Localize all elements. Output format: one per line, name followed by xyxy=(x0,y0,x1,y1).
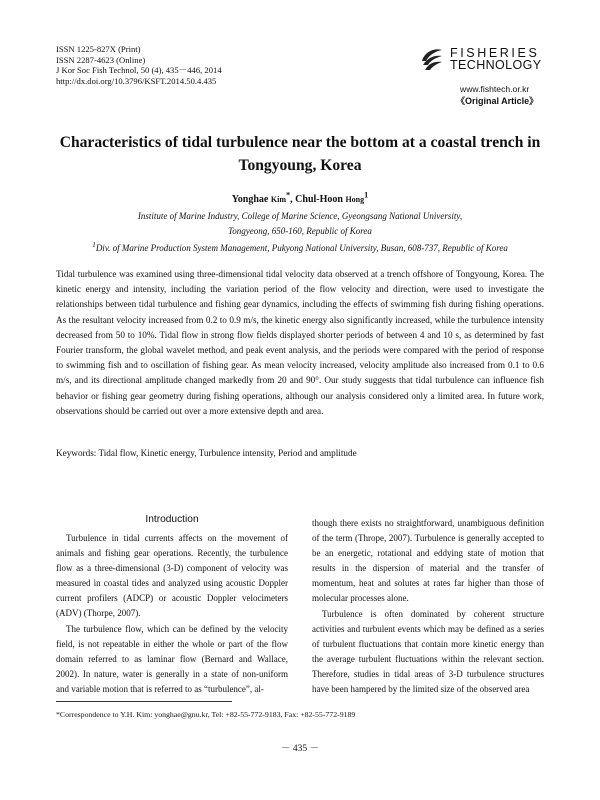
right-paragraph-1: though there exists no straightforward, unambiguous definition of the term (Thrope, 2007). Turbulence is generally accepted to be an energetic, rotational and eddying state of motion that results in the dispersion of material and the transfer of momentum, heat and solutes at rates far higher than those of molecular processes alone. xyxy=(312,518,544,604)
article-type: 《Original Article》 xyxy=(456,96,539,106)
abstract: Tidal turbulence was examined using three-dimensional tidal velocity data observed at a trench offshore of Tongyoung, Korea. The kinetic energy and intensity, including the variation period of the flow velocity and direction, were used to investigate the relationships between tidal turbulence and fishing gear dynamics, including the effects of swimming fish during fishing operations. As the resultant velocity increased from 0.2 to 0.9 m/s, the kinetic energy also significantly increased, while the turbulence intensity decreased from 50 to 10%. Tidal flow in strong flow fields displayed shorter periods of between 4 and 10 s, as determined by fast Fourier transform, the global wavelet method, and peak event analysis, and the periods were compared with the period of response to swimming fish and to oscillation of fishing gear. As mean velocity increased, velocity amplitude also increased from 0.1 to 0.6 m/s, and its directional amplitude changed markedly from 20 and 90°. Our study suggests that tidal turbulence can influence fish behavior or fishing gear geometry during fishing operations, although our analysis considered only a limited area. In future work, observations should be carried out over a more extensive depth and area. xyxy=(56,269,544,416)
author-1-mark: * xyxy=(285,191,291,200)
journal-url[interactable]: www.fishtech.or.kr xyxy=(460,84,530,94)
issn-online: ISSN 2287-4623 (Online) xyxy=(56,54,146,65)
fisheries-technology-logo-mark-icon xyxy=(420,47,444,71)
affiliation-line-3 xyxy=(0,238,600,256)
affiliation-line-2: Tongyeong, 650-160, Republic of Korea xyxy=(228,225,372,236)
title-line-2: Tongyoung, Korea xyxy=(238,157,362,174)
author-2-family: Hong xyxy=(345,195,365,205)
left-paragraph-2: The turbulence flow, which can be defined by the velocity field, is not repeatable in either the whole or part of the flow domain referred to as laminar flow (Bernard and Wallace, 2002). In nature, water is generally in a state of non-uniform and variable motion that is referred to as “turbulence”, al- xyxy=(56,623,288,694)
affiliations xyxy=(0,209,600,256)
title-line-1: Characteristics of tidal turbulence near the bottom at a coastal trench in xyxy=(59,134,541,151)
issn-print: ISSN 1225-827X (Print) xyxy=(56,44,141,54)
affiliation-line-3-text: Div. of Marine Production System Management, Pukyong National University, Busan, 608-737, Republic of Korea xyxy=(95,243,508,253)
doi-link[interactable]: http://dx.doi.org/10.3796/KSFT.2014.50.4.435 xyxy=(56,75,217,86)
right-column xyxy=(312,516,544,697)
journal-meta xyxy=(56,44,222,86)
author-2-mark: 1 xyxy=(364,191,369,200)
correspondence-footnote: *Correspondence to Y.H. Kim: yonghae@gnu.kr, Tel: +82-55-772-9183, Fax: +82-55-772-9189 xyxy=(56,710,356,719)
author-separator: , xyxy=(290,194,296,206)
author-1-given: Yonghae xyxy=(231,194,269,206)
intro-heading: Introduction xyxy=(145,514,199,525)
right-paragraph-2: Turbulence is often dominated by coherent structure activities and turbulent events which may be defined as a series of turbulent fluctuations that contain more kinetic energy than the average turbulent fluctuations within the relevant section. Therefore, studies in tidal areas of 3-D turbulence structures have been hampered by the limited size of the observed area xyxy=(312,608,544,695)
page-number: － 435 － xyxy=(280,744,319,754)
affiliation-mark: 1 xyxy=(92,240,96,249)
article-title xyxy=(40,131,560,177)
affiliation-line-1: Institute of Marine Industry, College of Marine Science, Gyeongsang National University, xyxy=(137,211,463,221)
footnote-divider xyxy=(56,701,232,702)
left-column xyxy=(56,531,288,697)
logo-text-technology: TECHNOLOGY xyxy=(450,58,542,72)
left-paragraph-1: Turbulence in tidal currents affects on the movement of animals and fishing gear operations. Recently, the turbulence flow as a three-dimensional (3-D) component of velocity was measured in coastal tides and analyzed using acoustic Doppler current profilers (ADCP) or acoustic Doppler velocimeters (ADV) (Thorpe, 2007). xyxy=(56,533,288,619)
author-2-given: Chul-Hoon xyxy=(295,194,343,206)
citation: J Kor Soc Fish Technol, 50 (4), 435－446, 2014 xyxy=(56,65,222,76)
logo-text-fisheries: FISHERIES xyxy=(450,46,540,60)
author-1-family: Kim xyxy=(270,195,286,205)
author-list xyxy=(0,191,600,205)
keywords: Keywords: Tidal flow, Kinetic energy, Turbulence intensity, Period and amplitude xyxy=(56,448,357,458)
